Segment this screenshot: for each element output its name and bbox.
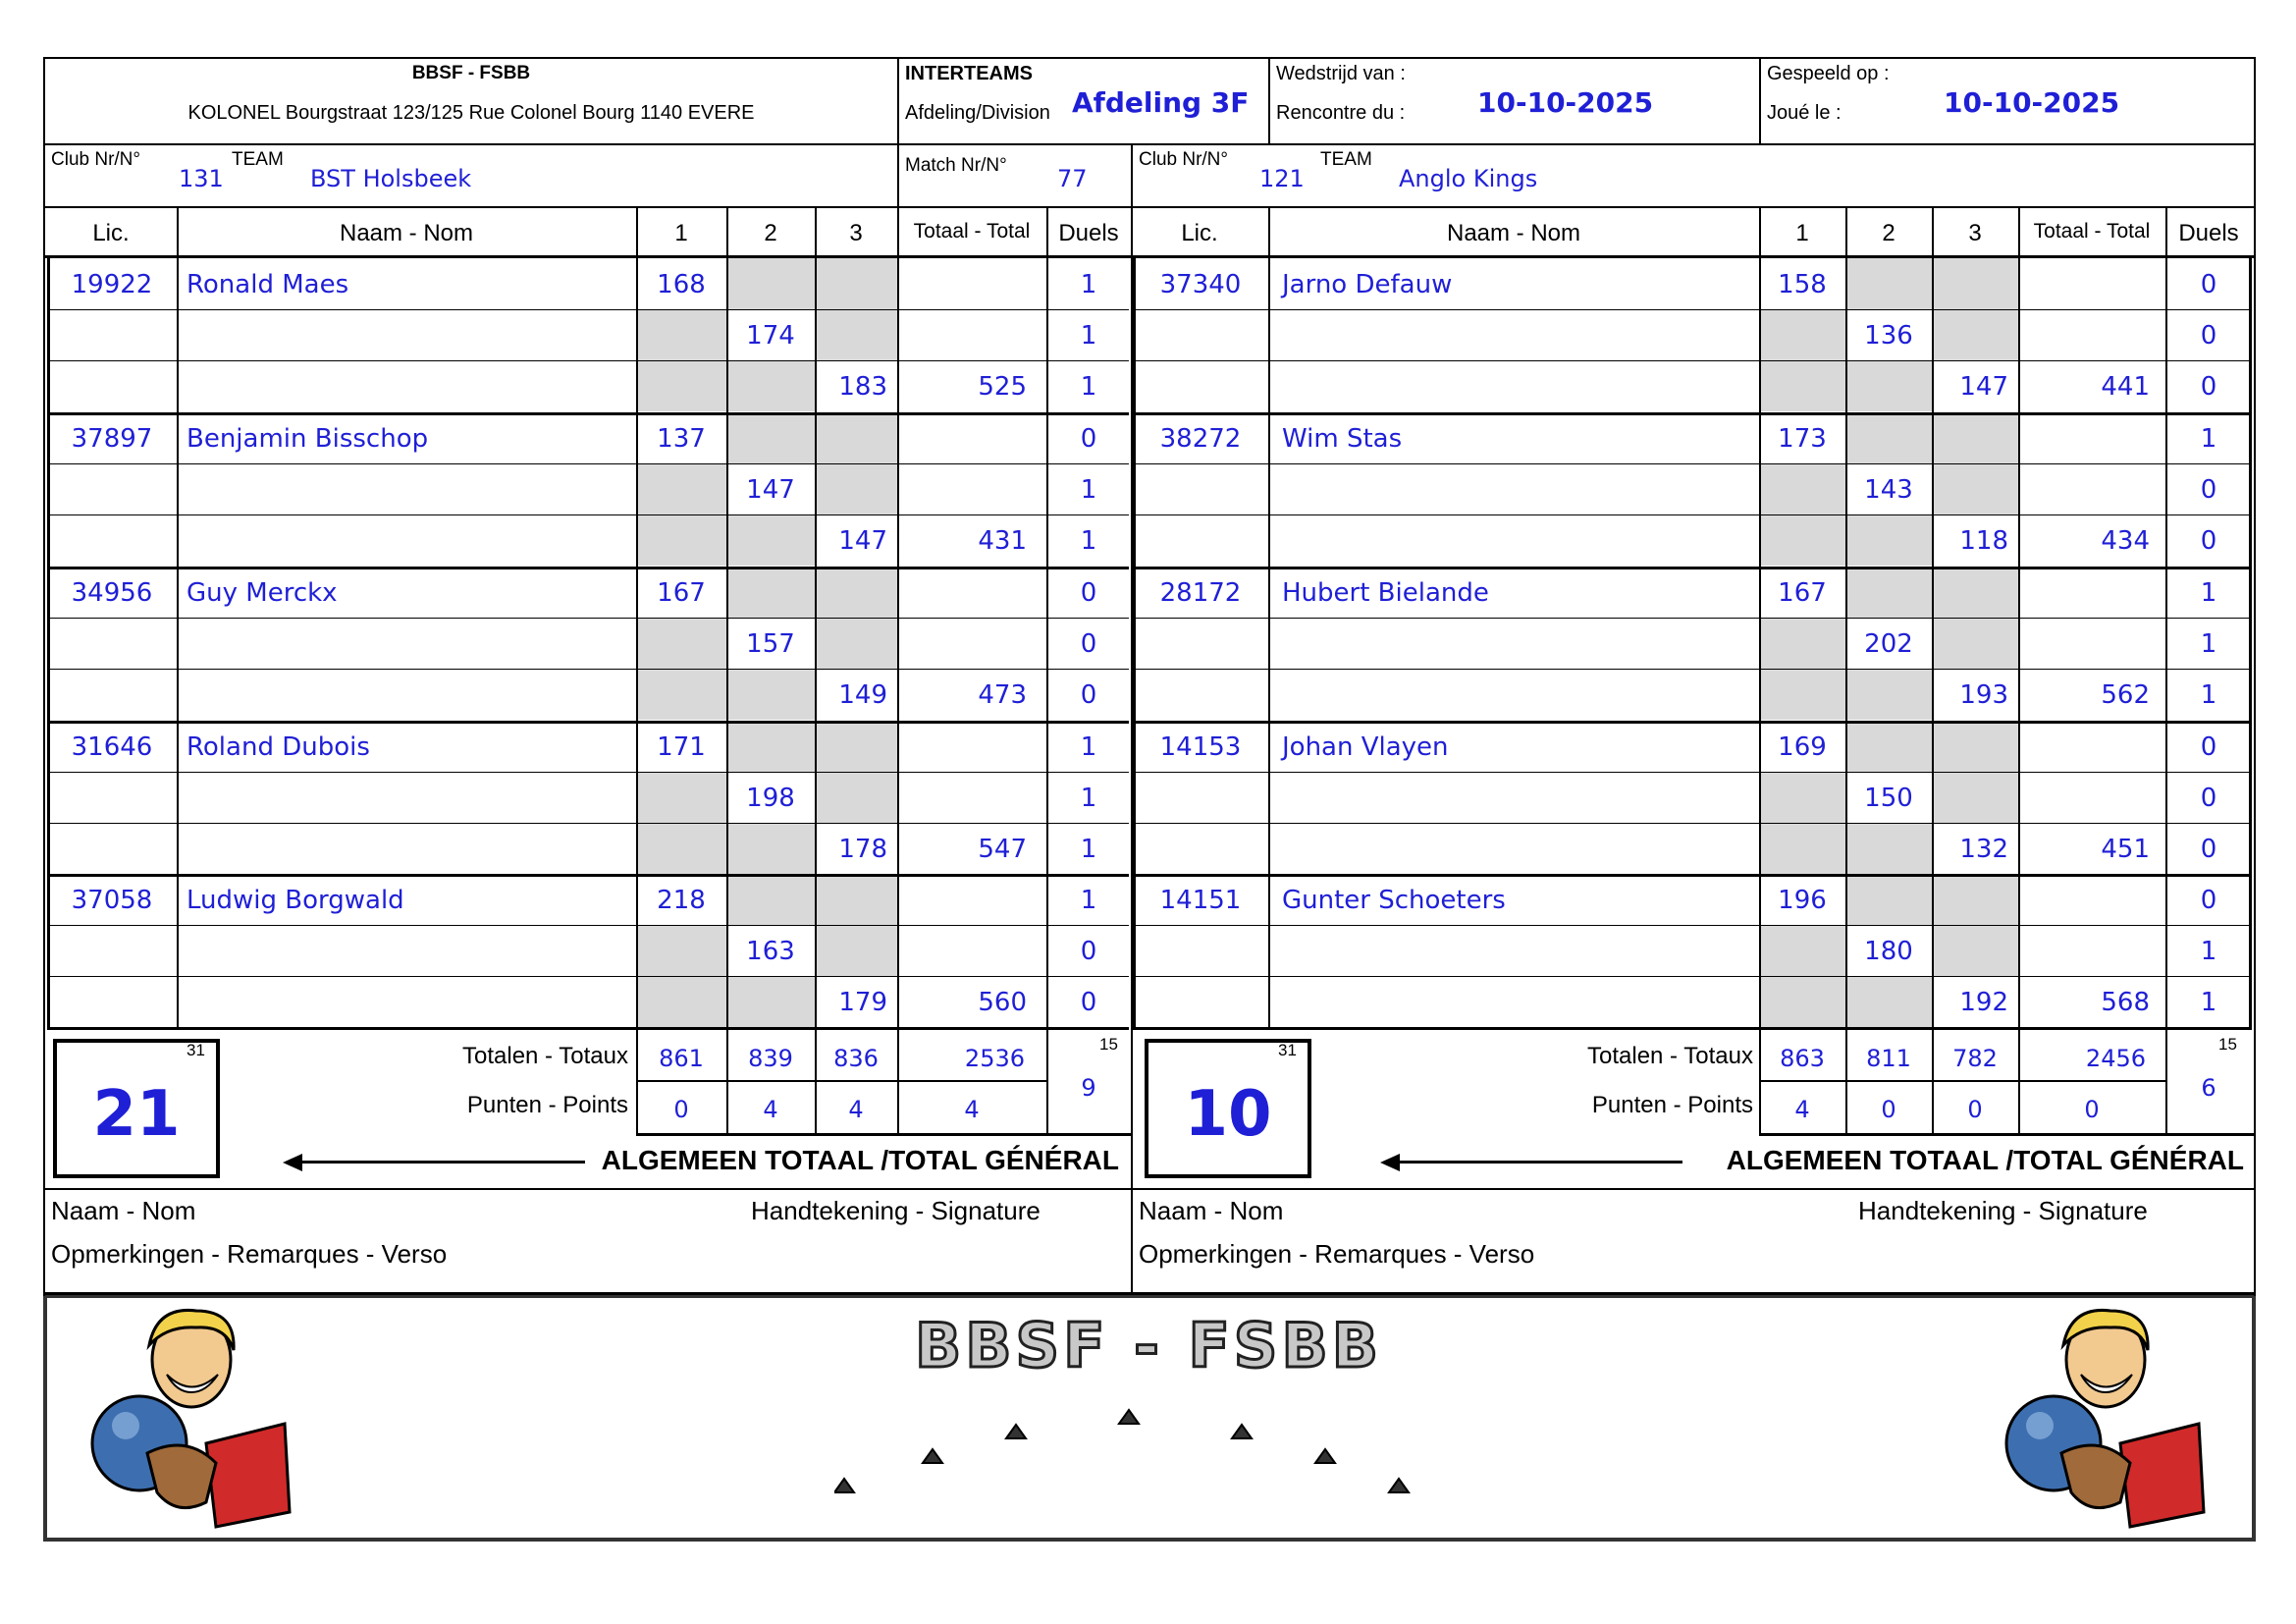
away-player-duel: 1 <box>2200 629 2217 659</box>
away-total-header: Totaal - Total <box>2033 220 2151 243</box>
home-player-duel: 0 <box>1080 424 1097 454</box>
home-player-license: 31646 <box>71 732 153 762</box>
home-points-g1: 0 <box>673 1096 689 1123</box>
shaded-cell <box>1760 925 1845 976</box>
grid-line <box>43 143 2256 145</box>
grid-line <box>177 258 179 1027</box>
away-player-game3: 193 <box>1959 680 2008 710</box>
row-line <box>47 721 1129 724</box>
match-nr-label: Match Nr/N° <box>905 155 1007 176</box>
shaded-cell <box>1846 567 1932 618</box>
row-line <box>47 976 1129 977</box>
shaded-cell <box>1933 258 2018 309</box>
home-g1-header: 1 <box>674 220 688 246</box>
shaded-cell <box>1846 721 1932 772</box>
shaded-cell <box>637 309 726 360</box>
away-player-name: Hubert Bielande <box>1282 578 1489 608</box>
away-points-g1: 4 <box>1794 1096 1810 1123</box>
home-g2-header: 2 <box>764 220 777 246</box>
away-duels-max: 15 <box>2218 1035 2237 1054</box>
grid-line <box>636 206 638 255</box>
shaded-cell <box>637 925 726 976</box>
shaded-cell <box>816 874 897 925</box>
row-line <box>1133 514 2252 515</box>
grid-line <box>1932 206 1934 255</box>
grid-line <box>897 57 899 206</box>
row-line <box>1133 823 2252 824</box>
away-points-label: Punten - Points <box>1591 1092 1753 1118</box>
away-player-duel: 0 <box>2200 886 2217 915</box>
row-line <box>1133 360 2252 361</box>
home-duels-header: Duels <box>1058 220 1119 246</box>
away-player-name: Gunter Schoeters <box>1282 886 1506 915</box>
shaded-cell <box>637 669 726 720</box>
shaded-cell <box>1760 772 1845 823</box>
away-player-name: Wim Stas <box>1282 424 1403 454</box>
away-player-name: Jarno Defauw <box>1282 270 1453 299</box>
match-nr: 77 <box>1057 165 1088 192</box>
away-player-license: 28172 <box>1159 578 1242 608</box>
grid-line <box>897 206 899 255</box>
home-player-game2: 174 <box>746 321 795 351</box>
shaded-cell <box>1760 618 1845 669</box>
logo-text: BBSF - FSBB <box>915 1310 1382 1381</box>
shaded-cell <box>816 258 897 309</box>
shaded-cell <box>816 567 897 618</box>
away-player-game3: 118 <box>1959 526 2008 556</box>
shaded-cell <box>727 874 815 925</box>
played-date: 10-10-2025 <box>1944 86 2120 119</box>
grid-line <box>815 206 817 255</box>
home-player-total: 473 <box>978 680 1027 710</box>
row-line <box>47 823 1129 824</box>
row-line <box>47 360 1129 361</box>
away-player-total: 441 <box>2101 372 2150 402</box>
shaded-cell <box>637 514 726 566</box>
away-player-license: 38272 <box>1159 424 1242 454</box>
away-player-game1: 167 <box>1778 578 1827 608</box>
away-team-name: Anglo Kings <box>1399 165 1538 192</box>
home-player-game2: 157 <box>746 629 795 659</box>
away-player-total: 568 <box>2101 988 2150 1017</box>
home-player-game2: 198 <box>746 784 795 813</box>
shaded-cell <box>1760 309 1845 360</box>
away-total-sum: 2456 <box>2085 1045 2146 1072</box>
shaded-cell <box>1846 412 1932 463</box>
grid-line <box>2018 206 2020 255</box>
away-duels-total: 6 <box>2201 1074 2216 1102</box>
away-remarks-label: Opmerkingen - Remarques - Verso <box>1139 1239 1535 1269</box>
home-player-name: Ronald Maes <box>187 270 349 299</box>
shaded-cell <box>816 463 897 514</box>
shaded-cell <box>1933 618 2018 669</box>
away-player-game3: 132 <box>1959 835 2008 864</box>
away-grand-total: 10 <box>1184 1078 1272 1151</box>
home-player-duel: 0 <box>1080 680 1097 710</box>
away-player-duel: 0 <box>2200 526 2217 556</box>
shaded-cell <box>1760 463 1845 514</box>
shaded-cell <box>727 258 815 309</box>
home-player-duel: 1 <box>1080 270 1097 299</box>
away-player-game2: 150 <box>1864 784 1913 813</box>
away-player-duel: 0 <box>2200 270 2217 299</box>
away-player-game2: 136 <box>1864 321 1913 351</box>
home-lic-header: Lic. <box>92 220 130 246</box>
shaded-cell <box>727 721 815 772</box>
grid-line <box>43 57 45 1296</box>
row-line <box>1133 618 2252 619</box>
shaded-cell <box>727 567 815 618</box>
shaded-cell <box>1846 514 1932 566</box>
home-g3-header: 3 <box>849 220 863 246</box>
home-player-total: 431 <box>978 526 1027 556</box>
home-player-total: 560 <box>978 988 1027 1017</box>
grid-line <box>636 1080 1046 1082</box>
away-player-game1: 173 <box>1778 424 1827 454</box>
home-player-duel: 1 <box>1080 475 1097 505</box>
row-line <box>1133 925 2252 926</box>
home-player-duel: 1 <box>1080 835 1097 864</box>
home-player-game1: 218 <box>657 886 706 915</box>
grid-line <box>726 206 728 255</box>
away-club-nr: 121 <box>1259 165 1305 192</box>
home-team-label: TEAM <box>232 149 284 170</box>
grid-line <box>1759 206 1761 255</box>
grid-line <box>43 206 2256 208</box>
away-total-g2: 811 <box>1866 1045 1911 1072</box>
away-player-game3: 192 <box>1959 988 2008 1017</box>
home-player-duel: 1 <box>1080 732 1097 762</box>
home-player-game3: 183 <box>838 372 887 402</box>
away-points-g2: 0 <box>1881 1096 1896 1123</box>
away-player-total: 451 <box>2101 835 2150 864</box>
shaded-cell <box>1846 874 1932 925</box>
away-signature-label: Handtekening - Signature <box>1858 1196 2148 1225</box>
rencontre-label: Rencontre du : <box>1276 102 1406 124</box>
grid-line <box>1046 1027 1048 1135</box>
home-player-license: 19922 <box>71 270 153 299</box>
away-player-game2: 143 <box>1864 475 1913 505</box>
grid-line <box>1759 1080 2165 1082</box>
away-player-game1: 158 <box>1778 270 1827 299</box>
grid-line <box>43 57 2256 59</box>
home-player-name: Roland Dubois <box>187 732 370 762</box>
away-player-duel: 0 <box>2200 475 2217 505</box>
home-player-duel: 1 <box>1080 321 1097 351</box>
away-g1-header: 1 <box>1795 220 1809 246</box>
home-points-g2: 4 <box>763 1096 778 1123</box>
away-player-duel: 1 <box>2200 680 2217 710</box>
shaded-cell <box>1933 721 2018 772</box>
row-line <box>1133 1027 2252 1030</box>
away-total-g1: 863 <box>1780 1045 1825 1072</box>
row-line <box>1133 412 2252 415</box>
wedstrijd-label: Wedstrijd van : <box>1276 63 1406 84</box>
home-player-game1: 167 <box>657 578 706 608</box>
row-line <box>47 772 1129 773</box>
home-player-game2: 147 <box>746 475 795 505</box>
away-g2-header: 2 <box>1882 220 1896 246</box>
row-line <box>47 669 1129 670</box>
away-arrow-line <box>1388 1161 1682 1164</box>
shaded-cell <box>1933 925 2018 976</box>
away-points-g3: 0 <box>1967 1096 1983 1123</box>
row-line <box>1133 721 2252 724</box>
grid-line <box>1268 57 1270 145</box>
shaded-cell <box>1846 258 1932 309</box>
home-total-g1: 861 <box>659 1045 704 1072</box>
shaded-cell <box>1933 412 2018 463</box>
away-player-game1: 169 <box>1778 732 1827 762</box>
shaded-cell <box>727 823 815 874</box>
federation-title: BBSF - FSBB <box>411 63 531 83</box>
home-grand-total: 21 <box>92 1078 181 1151</box>
away-player-game1: 196 <box>1778 886 1827 915</box>
home-player-duel: 0 <box>1080 629 1097 659</box>
home-player-total: 525 <box>978 372 1027 402</box>
shaded-cell <box>637 772 726 823</box>
home-player-duel: 1 <box>1080 526 1097 556</box>
home-remarks-label: Opmerkingen - Remarques - Verso <box>51 1239 448 1269</box>
division-value: Afdeling 3F <box>1072 86 1250 119</box>
shaded-cell <box>816 721 897 772</box>
home-total-g2: 839 <box>748 1045 793 1072</box>
grid-line <box>1845 206 1847 255</box>
away-name-header: Naam - Nom <box>1446 220 1581 246</box>
row-line <box>47 925 1129 926</box>
grid-line <box>1268 206 1270 255</box>
away-general-total-label: ALGEMEEN TOTAAL /TOTAL GÉNÉRAL <box>1726 1145 2244 1175</box>
away-club-label: Club Nr/N° <box>1139 149 1229 170</box>
home-grand-max: 31 <box>187 1041 205 1059</box>
away-player-game2: 180 <box>1864 937 1913 966</box>
grid-line <box>177 206 179 255</box>
bowling-pins-icon <box>834 1394 1423 1502</box>
row-line <box>47 1027 1129 1030</box>
away-g3-header: 3 <box>1968 220 1982 246</box>
home-arrow-line <box>291 1161 585 1164</box>
bowler-mascot-right-icon <box>2002 1306 2209 1532</box>
shaded-cell <box>1846 823 1932 874</box>
away-player-license: 37340 <box>1159 270 1242 299</box>
shaded-cell <box>1846 360 1932 411</box>
shaded-cell <box>1933 309 2018 360</box>
row-line <box>1133 463 2252 464</box>
away-player-duel: 0 <box>2200 784 2217 813</box>
shaded-cell <box>1933 567 2018 618</box>
home-player-duel: 1 <box>1080 372 1097 402</box>
home-player-name: Benjamin Bisschop <box>187 424 429 454</box>
away-player-duel: 1 <box>2200 424 2217 454</box>
home-name-header: Naam - Nom <box>339 220 474 246</box>
home-points-total: 4 <box>964 1096 980 1123</box>
away-player-duel: 0 <box>2200 321 2217 351</box>
federation-address: KOLONEL Bourgstraat 123/125 Rue Colonel Bourg 1140 EVERE <box>187 102 755 124</box>
home-player-duel: 0 <box>1080 937 1097 966</box>
gespeeld-label: Gespeeld op : <box>1767 63 1890 84</box>
away-duels-header: Duels <box>2178 220 2239 246</box>
grid-line <box>2165 1027 2167 1135</box>
grid-line <box>1268 258 1270 1027</box>
home-player-total: 547 <box>978 835 1027 864</box>
away-grand-max: 31 <box>1278 1041 1297 1059</box>
bowler-mascot-left-icon <box>88 1306 294 1532</box>
row-line <box>47 412 1129 415</box>
away-player-duel: 0 <box>2200 835 2217 864</box>
shaded-cell <box>1760 669 1845 720</box>
home-points-label: Punten - Points <box>466 1092 628 1118</box>
division-label: Afdeling/Division <box>905 102 1050 124</box>
home-general-total-label: ALGEMEEN TOTAAL /TOTAL GÉNÉRAL <box>601 1145 1119 1175</box>
grid-line <box>636 1133 1131 1136</box>
competition-name: INTERTEAMS <box>905 63 1033 84</box>
row-line <box>47 309 1129 310</box>
shaded-cell <box>816 925 897 976</box>
home-club-label: Club Nr/N° <box>51 149 141 170</box>
away-player-duel: 0 <box>2200 372 2217 402</box>
shaded-cell <box>727 412 815 463</box>
shaded-cell <box>1846 976 1932 1027</box>
home-player-game1: 137 <box>657 424 706 454</box>
shaded-cell <box>816 618 897 669</box>
row-line <box>1133 309 2252 310</box>
away-points-total: 0 <box>2084 1096 2100 1123</box>
grid-line <box>1759 57 1761 145</box>
home-player-duel: 0 <box>1080 988 1097 1017</box>
grid-line <box>1759 1133 2254 1136</box>
home-player-game3: 178 <box>838 835 887 864</box>
away-player-game2: 202 <box>1864 629 1913 659</box>
home-player-duel: 1 <box>1080 886 1097 915</box>
home-player-game3: 147 <box>838 526 887 556</box>
home-player-game2: 163 <box>746 937 795 966</box>
shaded-cell <box>727 514 815 566</box>
grid-line <box>43 1292 2256 1295</box>
shaded-cell <box>637 976 726 1027</box>
home-total-g3: 836 <box>833 1045 879 1072</box>
shaded-cell <box>1846 669 1932 720</box>
home-total-sum: 2536 <box>964 1045 1025 1072</box>
joue-label: Joué le : <box>1767 102 1842 124</box>
away-team-label: TEAM <box>1320 149 1372 170</box>
home-team-name: BST Holsbeek <box>310 165 472 192</box>
shaded-cell <box>1760 976 1845 1027</box>
home-totals-label: Totalen - Totaux <box>462 1043 628 1069</box>
away-player-game3: 147 <box>1959 372 2008 402</box>
row-line <box>47 567 1129 569</box>
row-line <box>1133 567 2252 569</box>
shaded-cell <box>727 360 815 411</box>
row-line <box>1133 976 2252 977</box>
shaded-cell <box>1933 772 2018 823</box>
away-sign-name-label: Naam - Nom <box>1139 1196 1284 1225</box>
shaded-cell <box>727 976 815 1027</box>
shaded-cell <box>816 772 897 823</box>
shaded-cell <box>816 412 897 463</box>
home-arrow-icon <box>283 1154 302 1171</box>
row-line <box>1133 874 2252 877</box>
row-line <box>47 463 1129 464</box>
row-line <box>47 514 1129 515</box>
away-player-duel: 1 <box>2200 578 2217 608</box>
home-player-duel: 0 <box>1080 578 1097 608</box>
away-player-total: 562 <box>2101 680 2150 710</box>
home-signature-label: Handtekening - Signature <box>751 1196 1041 1225</box>
home-points-g3: 4 <box>848 1096 864 1123</box>
home-player-game1: 171 <box>657 732 706 762</box>
grid-line <box>43 1188 2256 1190</box>
grid-line <box>2165 206 2167 255</box>
grid-line <box>2254 57 2256 1296</box>
shaded-cell <box>1933 874 2018 925</box>
away-player-license: 14151 <box>1159 886 1242 915</box>
away-player-license: 14153 <box>1159 732 1242 762</box>
home-player-game3: 179 <box>838 988 887 1017</box>
shaded-cell <box>816 309 897 360</box>
grid-line <box>1046 206 1048 255</box>
home-player-license: 37058 <box>71 886 153 915</box>
away-lic-header: Lic. <box>1181 220 1218 246</box>
home-player-license: 34956 <box>71 578 153 608</box>
row-line <box>1133 772 2252 773</box>
shaded-cell <box>1760 360 1845 411</box>
shaded-cell <box>727 669 815 720</box>
home-player-duel: 1 <box>1080 784 1097 813</box>
shaded-cell <box>1760 823 1845 874</box>
shaded-cell <box>1760 514 1845 566</box>
away-totals-label: Totalen - Totaux <box>1587 1043 1753 1069</box>
home-player-game1: 168 <box>657 270 706 299</box>
home-player-name: Guy Merckx <box>187 578 338 608</box>
home-player-name: Ludwig Borgwald <box>187 886 404 915</box>
away-player-duel: 0 <box>2200 732 2217 762</box>
home-club-nr: 131 <box>179 165 224 192</box>
away-arrow-icon <box>1380 1154 1400 1171</box>
shaded-cell <box>637 360 726 411</box>
away-player-total: 434 <box>2101 526 2150 556</box>
home-duels-max: 15 <box>1099 1035 1118 1054</box>
row-line <box>47 618 1129 619</box>
home-player-license: 37897 <box>71 424 153 454</box>
away-total-g3: 782 <box>1952 1045 1998 1072</box>
away-player-duel: 1 <box>2200 988 2217 1017</box>
away-player-duel: 1 <box>2200 937 2217 966</box>
row-line <box>1133 669 2252 670</box>
match-date: 10-10-2025 <box>1477 86 1654 119</box>
shaded-cell <box>637 618 726 669</box>
away-player-name: Johan Vlayen <box>1282 732 1449 762</box>
shaded-cell <box>1933 463 2018 514</box>
home-duels-total: 9 <box>1081 1074 1096 1102</box>
home-player-game3: 149 <box>838 680 887 710</box>
shaded-cell <box>637 823 726 874</box>
home-sign-name-label: Naam - Nom <box>51 1196 196 1225</box>
shaded-cell <box>637 463 726 514</box>
row-line <box>47 874 1129 877</box>
home-total-header: Totaal - Total <box>913 220 1031 243</box>
